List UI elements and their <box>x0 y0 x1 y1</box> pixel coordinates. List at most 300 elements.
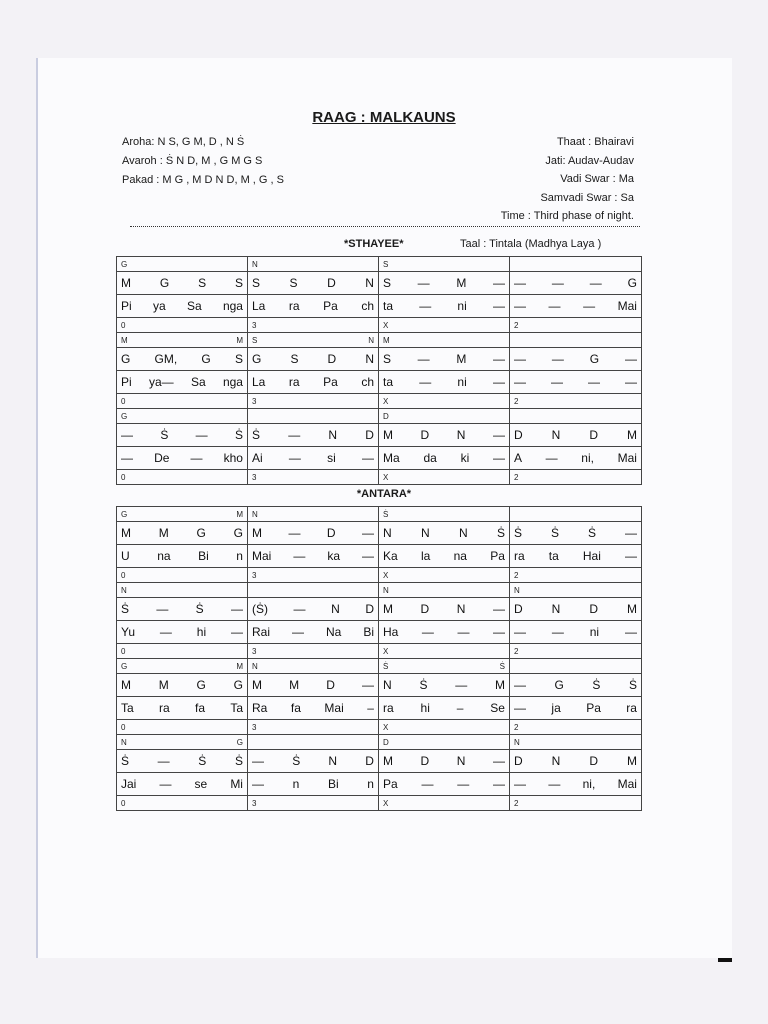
marker: 2 <box>514 570 519 580</box>
swar: S <box>383 276 392 290</box>
syllable: — <box>361 549 374 563</box>
syllable: — <box>514 299 526 313</box>
cell <box>379 674 510 697</box>
syllable: Ai <box>252 451 263 465</box>
syllable: La <box>252 299 266 313</box>
syllable: na <box>453 549 467 563</box>
syllable: ta <box>383 299 394 313</box>
cell-content <box>121 549 243 563</box>
swar: D <box>514 754 523 768</box>
marker: M <box>236 661 243 671</box>
marker-row <box>117 720 642 735</box>
syllable: Bi <box>198 549 209 563</box>
samvadi-line: Samvadi Swar : Sa <box>540 191 634 204</box>
cell-content <box>252 571 374 580</box>
syllable: da <box>423 451 437 465</box>
cell <box>248 318 379 333</box>
marker-row <box>117 644 642 659</box>
syllable: n <box>292 777 300 791</box>
marker-row <box>117 659 642 674</box>
swar: Ṡ <box>198 754 207 768</box>
header-right <box>501 133 634 226</box>
marker-row <box>117 409 642 424</box>
marker-row <box>117 735 642 750</box>
marker: N <box>514 737 520 747</box>
syllable: se <box>194 777 208 791</box>
syllable: Pa <box>490 549 505 563</box>
cell-content <box>252 602 374 616</box>
cell-content <box>514 375 637 389</box>
marker: N <box>368 335 374 345</box>
swar: — <box>288 526 301 540</box>
cell <box>379 773 510 796</box>
cell-content <box>252 754 374 768</box>
cell-content <box>121 777 243 791</box>
syllable: — <box>548 299 561 313</box>
marker: 2 <box>514 396 519 406</box>
syllable: — <box>492 375 505 389</box>
cell <box>248 621 379 644</box>
lyrics-row <box>117 621 642 644</box>
swar: — <box>514 352 526 366</box>
cell <box>379 333 510 348</box>
cell <box>248 598 379 621</box>
syllable: Ta <box>230 701 243 715</box>
cell <box>510 659 642 674</box>
marker: N <box>514 585 520 595</box>
marker-row <box>117 568 642 583</box>
syllable: — <box>159 777 172 791</box>
cell <box>379 394 510 409</box>
syllable: — <box>551 375 563 389</box>
syllable: — <box>545 451 558 465</box>
syllable: Sa <box>186 299 202 313</box>
swar: (Ṡ) <box>252 602 268 616</box>
syllable: — <box>492 625 505 639</box>
syllable: ch <box>361 299 374 313</box>
marker: 3 <box>252 722 257 732</box>
swar: — <box>625 526 637 540</box>
cell-content <box>514 777 637 791</box>
notation-row <box>117 674 642 697</box>
cell <box>117 470 248 485</box>
cell <box>510 424 642 447</box>
marker: 0 <box>121 646 126 656</box>
syllable: Mai <box>617 299 637 313</box>
cell-content <box>383 352 505 366</box>
swar: — <box>417 276 430 290</box>
swar: — <box>362 678 374 692</box>
cell-content <box>252 777 374 791</box>
syllable: Pi <box>121 299 132 313</box>
syllable: ra <box>383 701 394 715</box>
swar: Ṡ <box>234 428 243 442</box>
swar: — <box>230 602 243 616</box>
syllable: — <box>548 777 561 791</box>
cell-content <box>383 586 505 595</box>
cell-content <box>383 602 505 616</box>
taal-label: Taal : Tintala (Madhya Laya ) <box>460 238 602 250</box>
dotted-divider <box>130 226 640 227</box>
marker: N <box>252 509 258 519</box>
cell <box>379 750 510 773</box>
swar: Ṡ <box>121 754 130 768</box>
swar: D <box>365 602 374 616</box>
swar: — <box>361 526 374 540</box>
cell <box>248 674 379 697</box>
marker: X <box>383 396 389 406</box>
syllable: Ra <box>252 701 268 715</box>
cell <box>117 583 248 598</box>
vadi-line: Vadi Swar : Ma <box>560 173 634 185</box>
swar: D <box>514 428 523 442</box>
cell <box>510 470 642 485</box>
swar: D <box>326 678 335 692</box>
swar: Ṡ <box>592 678 601 692</box>
cell-content <box>514 549 637 563</box>
swar: N <box>328 754 338 768</box>
syllable: Mi <box>230 777 243 791</box>
marker: S <box>383 259 389 269</box>
cell-content <box>514 738 637 747</box>
swar: S <box>289 276 298 290</box>
cell-content <box>383 428 505 442</box>
cell-content <box>252 321 374 330</box>
cell-content <box>121 701 243 715</box>
cell-content <box>121 451 243 465</box>
cell-content <box>514 586 637 595</box>
cell <box>117 796 248 811</box>
syllable: ni, <box>581 451 594 465</box>
syllable: — <box>421 625 434 639</box>
syllable: Pa <box>586 701 601 715</box>
swar: S <box>198 276 207 290</box>
swar: M <box>121 526 131 540</box>
time-line: Time : Third phase of night. <box>500 210 634 222</box>
syllable: ta <box>383 375 394 389</box>
swar: N <box>456 754 466 768</box>
swar: G <box>196 526 206 540</box>
marker-row <box>117 507 642 522</box>
cell <box>510 735 642 750</box>
swar: — <box>455 678 468 692</box>
syllable: – <box>367 701 374 715</box>
marker: 2 <box>514 646 519 656</box>
syllable: — <box>583 299 596 313</box>
cell-content <box>383 510 505 519</box>
cell <box>117 348 248 371</box>
swar: M <box>626 754 637 768</box>
syllable: – <box>456 701 464 715</box>
cell <box>510 318 642 333</box>
lyrics-row <box>117 697 642 720</box>
cell <box>379 697 510 720</box>
cell-content <box>514 397 637 406</box>
cell-content <box>121 625 243 639</box>
cell-content <box>252 260 374 269</box>
syllable: Bi <box>363 625 374 639</box>
swar: — <box>492 352 505 366</box>
syllable: — <box>514 701 526 715</box>
cell <box>510 272 642 295</box>
swar: N <box>551 754 561 768</box>
cell <box>510 598 642 621</box>
syllable: Mai <box>617 777 637 791</box>
cell-content <box>383 526 505 540</box>
cell <box>510 720 642 735</box>
cell <box>510 333 642 348</box>
cell-content <box>514 678 637 692</box>
cell <box>117 644 248 659</box>
swar: M <box>626 602 637 616</box>
cell-content <box>252 473 374 482</box>
syllable: fa <box>290 701 301 715</box>
cell-content <box>252 451 374 465</box>
cell-content <box>252 662 374 671</box>
cell <box>248 697 379 720</box>
pakad-line: Pakad : M G , M D N D, M , G , S <box>122 174 284 186</box>
swar: G <box>233 526 243 540</box>
marker-row <box>117 394 642 409</box>
cell-content <box>383 412 505 421</box>
cell <box>248 522 379 545</box>
syllable: — <box>419 375 432 389</box>
swar: Ṡ <box>551 526 560 540</box>
marker: Ṡ <box>499 661 505 671</box>
swar: G <box>554 678 564 692</box>
cell <box>510 295 642 318</box>
cell <box>510 697 642 720</box>
cell-content <box>121 738 243 747</box>
syllable: — <box>624 549 637 563</box>
cell-content <box>252 625 374 639</box>
swar: — <box>156 602 169 616</box>
swar: — <box>589 276 602 290</box>
cell-content <box>514 451 637 465</box>
cell-content <box>252 678 374 692</box>
cell-content <box>252 799 374 808</box>
cell-content <box>383 777 505 791</box>
marker-row <box>117 796 642 811</box>
cell <box>117 697 248 720</box>
cell-content <box>514 799 637 808</box>
syllable: Mai <box>324 701 344 715</box>
swar: N <box>328 428 338 442</box>
cell <box>379 447 510 470</box>
syllable: Pa <box>383 777 398 791</box>
cell-content <box>121 336 243 345</box>
swar: — <box>551 276 564 290</box>
syllable: Yu <box>121 625 136 639</box>
marker: M <box>236 335 243 345</box>
swar: M <box>121 678 131 692</box>
swar: S <box>234 352 243 366</box>
cell-content <box>121 754 243 768</box>
swar: Ṡ <box>419 678 428 692</box>
paper-edge <box>36 58 38 958</box>
swar: Ṡ <box>121 602 130 616</box>
swar: D <box>589 428 598 442</box>
syllable: ch <box>361 375 374 389</box>
swar: D <box>420 602 430 616</box>
swar: M <box>456 276 467 290</box>
cell <box>248 720 379 735</box>
cell <box>117 720 248 735</box>
cell <box>510 568 642 583</box>
header-left <box>122 133 284 190</box>
syllable: Ha <box>383 625 399 639</box>
syllable: — <box>292 625 304 639</box>
cell <box>510 522 642 545</box>
marker: X <box>383 798 389 808</box>
cell <box>117 257 248 272</box>
swar: N <box>383 678 392 692</box>
syllable: n <box>236 549 243 563</box>
syllable: ta <box>548 549 559 563</box>
syllable: — <box>230 625 243 639</box>
cell-content <box>383 647 505 656</box>
aroha-line: Aroha: N S, G M, D , N Ṡ <box>122 136 245 148</box>
cell <box>117 735 248 750</box>
cell <box>117 773 248 796</box>
cell-content <box>514 754 637 768</box>
swar: G <box>252 352 262 366</box>
cell <box>248 470 379 485</box>
notation-row <box>117 750 642 773</box>
cell <box>510 644 642 659</box>
syllable: La <box>252 375 266 389</box>
syllable: ni <box>589 625 600 639</box>
syllable: — <box>190 451 203 465</box>
swar: — <box>551 352 564 366</box>
swar: M <box>158 678 169 692</box>
cell-content <box>383 754 505 768</box>
sthayee-table <box>116 256 642 485</box>
notation-row <box>117 522 642 545</box>
cell-content <box>121 723 243 732</box>
cell-content <box>383 397 505 406</box>
marker: 0 <box>121 472 126 482</box>
cell <box>248 583 379 598</box>
syllable: ni <box>457 375 467 389</box>
swar: S <box>383 352 392 366</box>
marker: X <box>383 570 389 580</box>
cell-content <box>121 428 243 442</box>
cell <box>117 295 248 318</box>
cell <box>117 659 248 674</box>
syllable: Bi <box>327 777 339 791</box>
syllable: Hai <box>582 549 601 563</box>
cell-content <box>383 473 505 482</box>
cell <box>248 272 379 295</box>
cell-content <box>252 276 374 290</box>
cell <box>248 394 379 409</box>
cell <box>379 720 510 735</box>
syllable: nga <box>222 375 243 389</box>
marker: 3 <box>252 396 257 406</box>
syllable: — <box>492 777 505 791</box>
cell <box>117 598 248 621</box>
swar: — <box>157 754 170 768</box>
swar: Ṡ <box>292 754 301 768</box>
marker: N <box>252 259 258 269</box>
swar: M <box>383 602 393 616</box>
swar: M <box>456 352 467 366</box>
marker: X <box>383 722 389 732</box>
cell-content <box>383 260 505 269</box>
cell <box>117 318 248 333</box>
swar: — <box>417 352 430 366</box>
cell-content <box>121 647 243 656</box>
marker: X <box>383 472 389 482</box>
cell-content <box>121 526 243 540</box>
marker: 0 <box>121 798 126 808</box>
antara-table <box>116 506 642 811</box>
cell-content <box>121 412 243 421</box>
swar: — <box>492 276 505 290</box>
cell-content <box>252 647 374 656</box>
swar: M <box>383 754 393 768</box>
swar: GM, <box>154 352 178 366</box>
swar: D <box>326 526 336 540</box>
marker: 2 <box>514 320 519 330</box>
marker: 3 <box>252 798 257 808</box>
cell <box>379 424 510 447</box>
cell-content <box>383 451 505 465</box>
swar: N <box>420 526 430 540</box>
cell <box>117 507 248 522</box>
swar: Ṡ <box>234 754 243 768</box>
cell-content <box>383 625 505 639</box>
cell-content <box>121 662 243 671</box>
marker: X <box>383 646 389 656</box>
marker: N <box>121 737 127 747</box>
cell <box>379 295 510 318</box>
syllable: — <box>293 549 306 563</box>
cell <box>248 409 379 424</box>
swar: — <box>492 754 505 768</box>
marker: G <box>121 509 128 519</box>
cell <box>117 522 248 545</box>
syllable: ra <box>288 375 300 389</box>
cell <box>117 621 248 644</box>
lyrics-row <box>117 295 642 318</box>
marker: 3 <box>252 320 257 330</box>
cell <box>510 507 642 522</box>
syllable: ki <box>460 451 470 465</box>
marker-row <box>117 583 642 598</box>
cell <box>379 545 510 568</box>
syllable: fa <box>194 701 205 715</box>
cell <box>510 621 642 644</box>
cell <box>248 659 379 674</box>
cell <box>379 583 510 598</box>
swar: G <box>159 276 170 290</box>
syllable: na <box>157 549 171 563</box>
marker: 2 <box>514 798 519 808</box>
swar: N <box>456 602 466 616</box>
cell-content <box>121 375 243 389</box>
swar: N <box>365 352 374 366</box>
cell <box>379 522 510 545</box>
swar: D <box>420 428 430 442</box>
lyrics-row <box>117 773 642 796</box>
cell <box>379 348 510 371</box>
cell <box>379 659 510 674</box>
swar: G <box>201 352 211 366</box>
syllable: — <box>457 625 470 639</box>
syllable: Jai <box>121 777 137 791</box>
